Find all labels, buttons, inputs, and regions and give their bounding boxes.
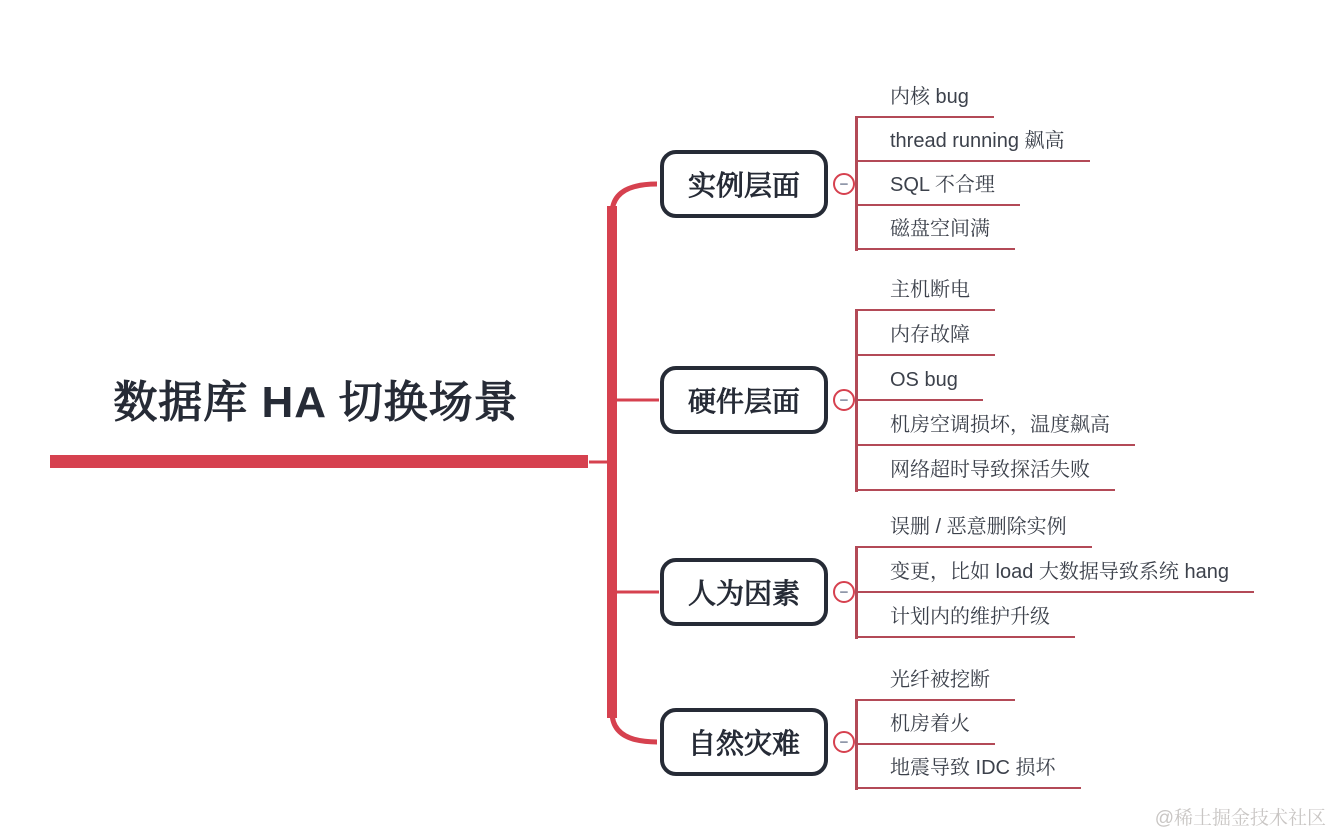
topic-item[interactable]: thread running 飙高 xyxy=(855,118,1090,162)
topic-item[interactable]: 地震导致 IDC 损坏 xyxy=(855,745,1081,789)
topic-item[interactable]: 误删 / 恶意删除实例 xyxy=(855,503,1092,548)
branch1-connector xyxy=(612,184,657,214)
topic-item[interactable]: 光纤被挖断 xyxy=(855,657,1015,701)
collapse-minus-icon[interactable]: − xyxy=(833,389,855,411)
root-underline-bar xyxy=(50,455,588,468)
branch2-children xyxy=(855,266,1135,491)
topic-item[interactable]: 主机断电 xyxy=(855,266,995,311)
watermark-text: @稀土掘金技术社区 xyxy=(1154,808,1326,829)
root-topic[interactable]: 数据库 HA 切换场景 xyxy=(113,378,519,427)
topic-item[interactable]: 机房着火 xyxy=(855,701,995,745)
branch-node-instance-level[interactable]: 实例层面 xyxy=(660,150,828,218)
topic-item[interactable]: 变更，比如 load 大数据导致系统 hang xyxy=(855,548,1254,593)
topic-item[interactable]: 计划内的维护升级 xyxy=(855,593,1075,638)
topic-item[interactable]: 内存故障 xyxy=(855,311,995,356)
topic-item[interactable]: 网络超时导致探活失败 xyxy=(855,446,1115,491)
branch4-connector xyxy=(612,712,657,742)
collapse-minus-icon[interactable]: − xyxy=(833,731,855,753)
topic-item[interactable]: SQL 不合理 xyxy=(855,162,1020,206)
collapse-minus-icon[interactable]: − xyxy=(833,173,855,195)
topic-item[interactable]: 内核 bug xyxy=(855,74,994,118)
branch3-children xyxy=(855,503,1254,638)
topic-item[interactable]: OS bug xyxy=(855,356,983,401)
topic-item[interactable]: 机房空调损坏，温度飙高 xyxy=(855,401,1135,446)
collapse-minus-icon[interactable]: − xyxy=(833,581,855,603)
branch4-children xyxy=(855,657,1081,789)
branch-node-hardware-level[interactable]: 硬件层面 xyxy=(660,366,828,434)
branch1-children xyxy=(855,74,1090,250)
branch-node-natural-disaster[interactable]: 自然灾难 xyxy=(660,708,828,776)
topic-item[interactable]: 磁盘空间满 xyxy=(855,206,1015,250)
branch-node-human-factor[interactable]: 人为因素 xyxy=(660,558,828,626)
